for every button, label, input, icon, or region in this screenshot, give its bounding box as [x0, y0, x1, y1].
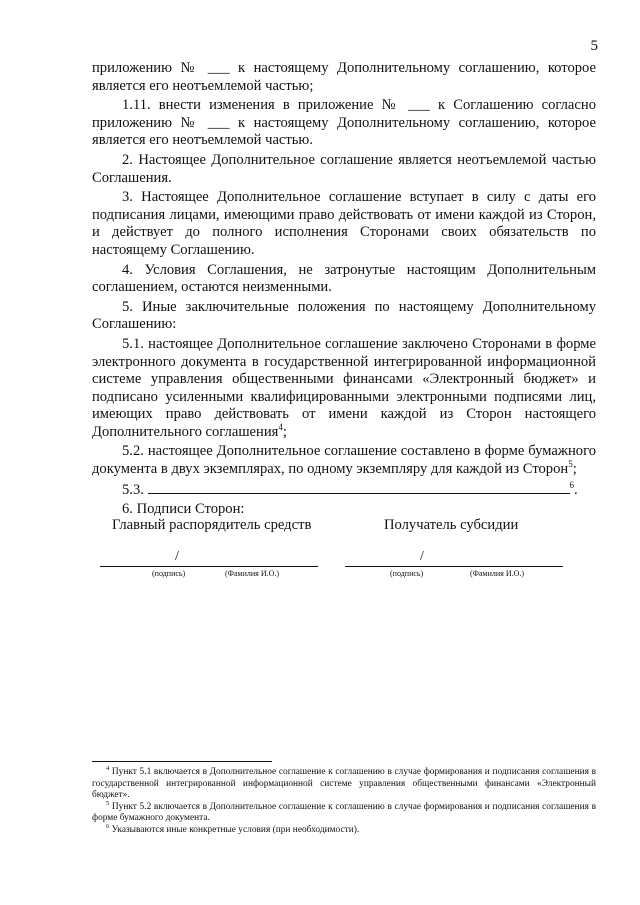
paragraph-5: 5. Иные заключительные положения по настоящему Дополнительному Соглашению:: [92, 298, 596, 333]
signature-block-right: [345, 548, 565, 588]
footnote-number: 6: [106, 822, 110, 830]
footnote-separator: [92, 761, 272, 762]
paragraph-5-2-text: 5.2. настоящее Дополнительное соглашение составлено в форме бумажного документа в двух экземплярах, по одному экземпляру для каждой из Сторон: [92, 443, 596, 478]
caption-signature: (подпись): [152, 569, 186, 578]
signature-slash: /: [175, 549, 179, 564]
footnote-text: Пункт 5.1 включается в Дополнительное соглашение к соглашению в случае формирования и подписания соглашения в государственной интегрированной информационной системе управления общественными финансами «Электронный бюджет».: [92, 767, 596, 801]
footnote-text: Пункт 5.2 включается в Дополнительное соглашение к соглашению в случае формирования и подписания соглашения в форме бумажного документа.: [92, 801, 596, 824]
footnote-number: 4: [106, 765, 110, 772]
caption-name: (Фамилия И.О.): [470, 569, 525, 578]
signature-block-left: [100, 548, 320, 588]
paragraph-5-1-tail: ;: [282, 423, 287, 440]
paragraph-5-2-tail: ;: [572, 461, 577, 478]
signature-line: [345, 566, 563, 567]
page-number: 5: [590, 38, 598, 54]
footnote-number: 5: [106, 799, 110, 807]
caption-signature: (подпись): [390, 569, 424, 578]
signature-headings: [92, 517, 596, 537]
footnote-ref-6: 6: [569, 479, 575, 490]
paragraph-continuation: приложению № ___ к настоящему Дополнительному соглашению, которое является его неотъемлемой частью;: [92, 60, 596, 94]
paragraph-5-1: [92, 336, 596, 442]
paragraph-5-2: [92, 443, 596, 478]
paragraph-4: 4. Условия Соглашения, не затронутые настоящим Дополнительным соглашением, остаются неизменными.: [92, 261, 596, 296]
paragraph-5-3: [92, 481, 596, 500]
footnotes: [92, 767, 596, 837]
signature-slash: /: [420, 549, 424, 564]
footnote-ref-5: 5: [568, 459, 573, 470]
footnote-text: Указываются иные конкретные условия (при необходимости).: [109, 824, 360, 835]
footnote-ref-4: 4: [278, 421, 283, 432]
paragraph-1-11: 1.11. внести изменения в приложение № ___ к Соглашению согласно приложению № ___ к настоящему Дополнительному соглашению, которое является его неотъемлемой частью.: [92, 97, 596, 149]
paragraph-3: 3. Настоящее Дополнительное соглашение вступает в силу с даты его подписания лицами, имеющими право действовать от имени каждой из Сторон, и действует до полного исполнения Сторонами своих обязательств по настоящему Соглашению.: [92, 189, 596, 258]
paragraph-6: 6. Подписи Сторон:: [122, 501, 245, 518]
fill-in-line: [148, 481, 570, 494]
caption-name: (Фамилия И.О.): [225, 569, 280, 578]
paragraph-5-1-text: 5.1. настоящее Дополнительное соглашение заключено Сторонами в форме электронного документа в государственной интегрированной информационной системе управления общественными финансами «Электронный бюджет» и подписано усиленными квалифицированными электронными подписями лиц, имеющих право действовать от имени каждой из Сторон настоящего Дополнительного соглашения: [92, 335, 596, 440]
paragraph-5-3-lead: 5.3.: [122, 481, 144, 498]
signature-title-left: Главный распорядитель средств: [112, 517, 312, 533]
paragraph-2: 2. Настоящее Дополнительное соглашение является неотъемлемой частью Соглашения.: [92, 151, 596, 186]
signature-title-right: Получатель субсидии: [384, 517, 519, 533]
document-body: [92, 60, 596, 519]
footnote-5: [92, 799, 596, 825]
footnote-6: [92, 822, 596, 837]
paragraph-5-3-tail: .: [574, 481, 578, 498]
signature-line: [100, 566, 318, 567]
footnote-4: [92, 767, 596, 802]
